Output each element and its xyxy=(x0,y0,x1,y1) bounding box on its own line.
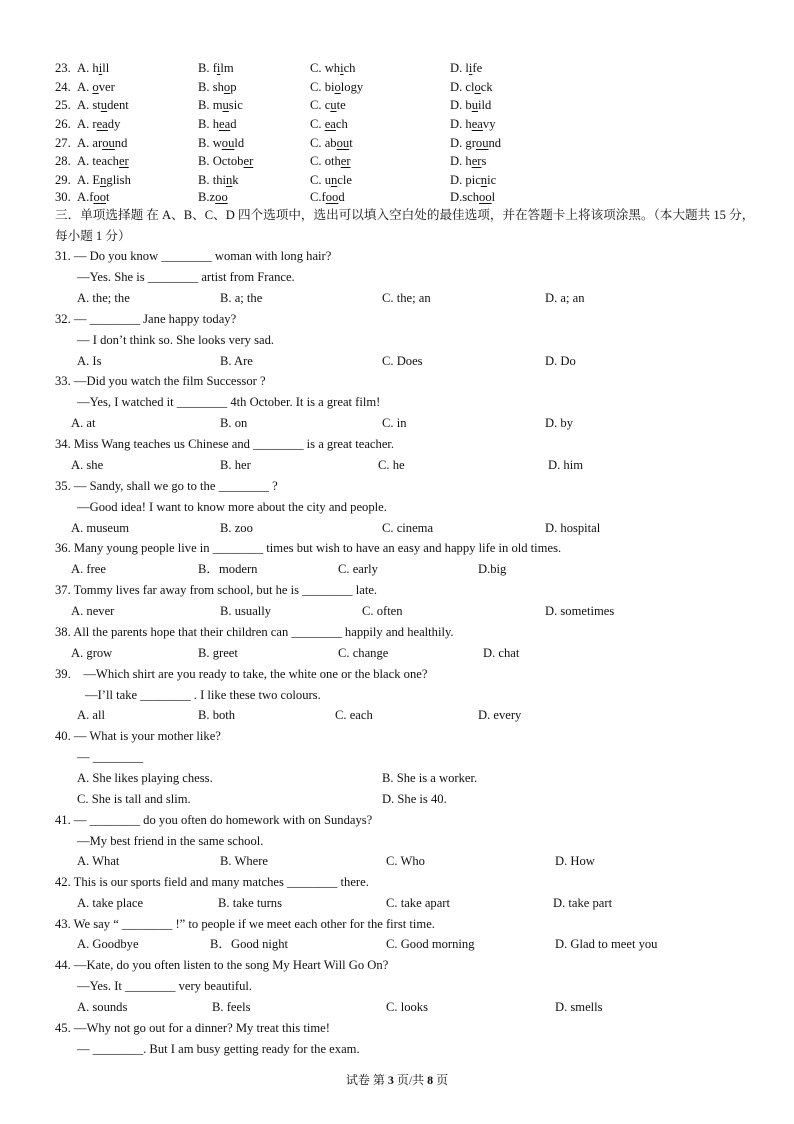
option-a: A. teacher xyxy=(77,154,129,168)
option-c: C. about xyxy=(310,136,353,150)
option-d: D. a; an xyxy=(545,291,585,305)
question-stem: 36. Many young people live in ________ times but wish to have an easy and happy life in old times. xyxy=(55,541,562,555)
question-reply: —Yes, I watched it ________ 4th October. It is a great film! xyxy=(77,395,381,409)
option-b: B.zoo xyxy=(198,190,228,204)
option-c: C. each xyxy=(335,708,373,722)
option-b: B. zoo xyxy=(220,521,253,535)
phonetic-row xyxy=(0,115,794,133)
question-stem: 37. Tommy lives far away from school, but he is ________ late. xyxy=(55,583,378,597)
page-number: 3 xyxy=(387,1073,394,1087)
question-reply: — ________ xyxy=(77,750,144,764)
option-c: C. in xyxy=(382,416,407,430)
question-reply: —Yes. She is ________ artist from France. xyxy=(77,270,295,284)
phonetic-row xyxy=(0,188,794,206)
question-reply: — I don’t think so. She looks very sad. xyxy=(77,333,275,347)
option-a: A. What xyxy=(77,854,120,868)
option-b: B. She is a worker. xyxy=(382,771,478,785)
question-number: 30. xyxy=(55,190,71,204)
question-stem: 32. — ________ Jane happy today? xyxy=(55,312,237,326)
option-c: C. cute xyxy=(310,98,346,112)
question-reply: — ________. But I am busy getting ready for the exam. xyxy=(77,1042,360,1056)
option-a: A. she xyxy=(71,458,104,472)
option-b: B．modern xyxy=(198,562,258,576)
question-stem: 33. —Did you watch the film Successor ? xyxy=(55,374,266,388)
option-c: C. early xyxy=(338,562,378,576)
option-a: A.foot xyxy=(77,190,110,204)
option-d: D. build xyxy=(450,98,492,112)
option-d: D. him xyxy=(548,458,583,472)
question-reply: —My best friend in the same school. xyxy=(77,834,264,848)
option-d: D.school xyxy=(450,190,496,204)
question-number: 24. xyxy=(55,80,71,94)
option-c: C. the; an xyxy=(382,291,431,305)
question-stem: 34. Miss Wang teaches us Chinese and ________ is a great teacher. xyxy=(55,437,395,451)
question-stem: 39. —Which shirt are you ready to take, the white one or the black one? xyxy=(55,667,428,681)
option-a: A. sounds xyxy=(77,1000,128,1014)
option-d: D. Glad to meet you xyxy=(555,937,658,951)
options-row xyxy=(0,998,794,1016)
option-d: D. clock xyxy=(450,80,493,94)
question-stem: 35. — Sandy, shall we go to the ________ ? xyxy=(55,479,278,493)
options-row xyxy=(0,414,794,432)
options-row xyxy=(0,456,794,474)
option-d: D. She is 40. xyxy=(382,792,447,806)
options-row xyxy=(0,706,794,724)
option-a: A. the; the xyxy=(77,291,130,305)
option-a: A. at xyxy=(71,416,96,430)
option-a: A. ready xyxy=(77,117,121,131)
question-stem: 43. We say “ ________ !” to people if we meet each other for the first time. xyxy=(55,917,435,931)
option-d: D.big xyxy=(478,562,507,576)
option-d: D. ground xyxy=(450,136,502,150)
option-d: D. life xyxy=(450,61,483,75)
option-c: C. biology xyxy=(310,80,364,94)
option-a: A. English xyxy=(77,173,131,187)
option-d: D. by xyxy=(545,416,573,430)
option-d: D. chat xyxy=(483,646,520,660)
option-b: B．Good night xyxy=(210,937,289,951)
question-reply: —Yes. It ________ very beautiful. xyxy=(77,979,253,993)
option-b: B. her xyxy=(220,458,251,472)
option-b: B. on xyxy=(220,416,248,430)
option-d: D. hospital xyxy=(545,521,601,535)
question-stem: 40. — What is your mother like? xyxy=(55,729,221,743)
option-d: D. heavy xyxy=(450,117,496,131)
option-c: C. other xyxy=(310,154,351,168)
option-d: D. sometimes xyxy=(545,604,615,618)
question-number: 26. xyxy=(55,117,71,131)
option-b: B. Are xyxy=(220,354,253,368)
option-a: A. hill xyxy=(77,61,110,75)
option-c: C. take apart xyxy=(386,896,450,910)
question-number: 29. xyxy=(55,173,71,187)
options-row xyxy=(0,644,794,662)
options-row xyxy=(0,519,794,537)
option-c: C. Good morning xyxy=(386,937,475,951)
options-row xyxy=(0,769,794,787)
option-d: D. picnic xyxy=(450,173,497,187)
option-d: D. hers xyxy=(450,154,487,168)
option-d: D. Do xyxy=(545,354,576,368)
phonetic-row xyxy=(0,152,794,170)
options-row xyxy=(0,289,794,307)
option-b: B. think xyxy=(198,173,239,187)
option-d: D. every xyxy=(478,708,522,722)
option-c: C. often xyxy=(362,604,403,618)
option-c: C. She is tall and slim. xyxy=(77,792,191,806)
option-a: A. She likes playing chess. xyxy=(77,771,213,785)
options-row xyxy=(0,790,794,808)
option-a: A. over xyxy=(77,80,115,94)
page-total: 8 xyxy=(427,1073,434,1087)
phonetic-row xyxy=(0,134,794,152)
option-a: A. Is xyxy=(77,354,102,368)
option-b: B. Where xyxy=(220,854,269,868)
option-c: C. which xyxy=(310,61,356,75)
options-row xyxy=(0,602,794,620)
question-reply: —Good idea! I want to know more about the city and people. xyxy=(77,500,387,514)
option-b: B. would xyxy=(198,136,245,150)
option-b: B. feels xyxy=(212,1000,251,1014)
option-a: A. student xyxy=(77,98,129,112)
option-a: A. free xyxy=(71,562,106,576)
phonetic-row xyxy=(0,96,794,114)
option-b: B. music xyxy=(198,98,243,112)
option-b: B. usually xyxy=(220,604,272,618)
option-c: C. each xyxy=(310,117,348,131)
option-c: C. cinema xyxy=(382,521,434,535)
phonetic-row xyxy=(0,78,794,96)
option-a: A. grow xyxy=(71,646,113,660)
option-a: A. all xyxy=(77,708,105,722)
phonetic-row xyxy=(0,171,794,189)
option-b: B. head xyxy=(198,117,237,131)
question-number: 23. xyxy=(55,61,71,75)
option-d: D. take part xyxy=(553,896,613,910)
option-c: C. he xyxy=(378,458,405,472)
option-d: D. smells xyxy=(555,1000,603,1014)
option-b: B. October xyxy=(198,154,254,168)
question-stem: 45. —Why not go out for a dinner? My treat this time! xyxy=(55,1021,330,1035)
question-stem: 38. All the parents hope that their children can ________ happily and healthily. xyxy=(55,625,454,639)
option-c: C. Who xyxy=(386,854,425,868)
section-heading: 三．单项选择题 在 A、B、C、D 四个选项中，选出可以填入空白处的最佳选项，并在答题卡上将该项涂黑。（本大题共 15 分，每小题 1 分） xyxy=(55,208,755,243)
question-stem: 44. —Kate, do you often listen to the song My Heart Will Go On? xyxy=(55,958,389,972)
page-footer: 试卷 第 3 页/共 8 页 xyxy=(345,1073,449,1087)
question-number: 27. xyxy=(55,136,71,150)
option-a: A. never xyxy=(71,604,115,618)
options-row xyxy=(0,352,794,370)
options-row xyxy=(0,560,794,578)
options-row xyxy=(0,935,794,953)
option-d: D. How xyxy=(555,854,595,868)
option-c: C. looks xyxy=(386,1000,428,1014)
option-b: B. a; the xyxy=(220,291,263,305)
option-b: B. both xyxy=(198,708,236,722)
option-b: B. take turns xyxy=(218,896,283,910)
option-c: C.food xyxy=(310,190,345,204)
option-c: C. change xyxy=(338,646,389,660)
option-c: C. uncle xyxy=(310,173,352,187)
question-number: 28. xyxy=(55,154,71,168)
options-row xyxy=(0,894,794,912)
option-a: A. take place xyxy=(77,896,144,910)
phonetic-row xyxy=(0,59,794,77)
question-stem: 41. — ________ do you often do homework with on Sundays? xyxy=(55,813,373,827)
option-c: C. Does xyxy=(382,354,423,368)
question-stem: 42. This is our sports field and many matches ________ there. xyxy=(55,875,369,889)
option-b: B. greet xyxy=(198,646,238,660)
option-a: A. Goodbye xyxy=(77,937,139,951)
option-a: A. around xyxy=(77,136,128,150)
question-reply: —I’ll take ________ . I like these two colours. xyxy=(85,688,321,702)
question-number: 25. xyxy=(55,98,71,112)
options-row xyxy=(0,852,794,870)
option-a: A. museum xyxy=(71,521,130,535)
question-stem: 31. — Do you know ________ woman with long hair? xyxy=(55,249,332,263)
option-b: B. film xyxy=(198,61,234,75)
option-b: B. shop xyxy=(198,80,237,94)
